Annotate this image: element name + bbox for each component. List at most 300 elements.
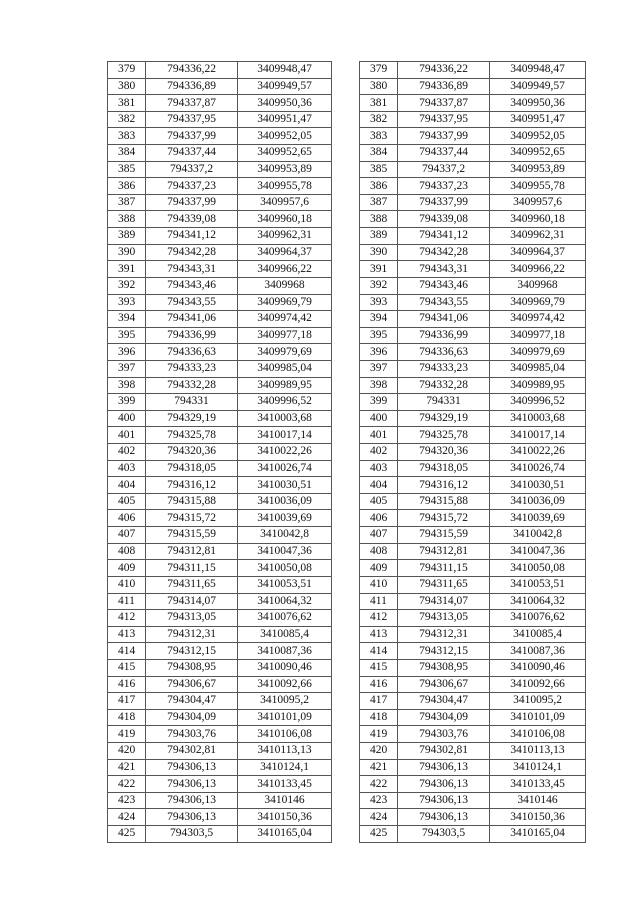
x-coordinate-cell: 794315,72 [146,510,238,527]
y-coordinate-cell: 3409953,89 [238,161,332,178]
point-number-cell: 422 [360,776,398,793]
table-row [360,95,586,112]
x-coordinate-cell: 794333,23 [146,360,238,377]
table-row [108,759,332,776]
point-number-cell: 425 [108,826,146,843]
point-number-cell: 420 [108,742,146,759]
table-row [360,610,586,627]
x-coordinate-cell: 794341,06 [146,311,238,328]
point-number-cell: 413 [108,626,146,643]
x-coordinate-cell: 794302,81 [146,742,238,759]
y-coordinate-cell: 3409977,18 [238,327,332,344]
table-row [360,742,586,759]
y-coordinate-cell: 3410165,04 [490,826,586,843]
x-coordinate-cell: 794336,89 [398,78,490,95]
y-coordinate-cell: 3409952,05 [238,128,332,145]
y-coordinate-cell: 3409979,69 [490,344,586,361]
table-row [360,659,586,676]
x-coordinate-cell: 794303,5 [146,826,238,843]
point-number-cell: 419 [360,726,398,743]
x-coordinate-cell: 794343,31 [398,261,490,278]
coordinates-table-right [359,61,586,843]
table-row [108,826,332,843]
x-coordinate-cell: 794333,23 [398,360,490,377]
table-row [360,576,586,593]
point-number-cell: 415 [360,659,398,676]
y-coordinate-cell: 3409962,31 [238,228,332,245]
y-coordinate-cell: 3409989,95 [238,377,332,394]
table-row [360,792,586,809]
x-coordinate-cell: 794304,09 [146,709,238,726]
x-coordinate-cell: 794337,2 [146,161,238,178]
point-number-cell: 396 [108,344,146,361]
table-row [360,344,586,361]
table-row [360,510,586,527]
point-number-cell: 400 [108,410,146,427]
y-coordinate-cell: 3409968 [238,277,332,294]
point-number-cell: 387 [360,194,398,211]
x-coordinate-cell: 794343,46 [146,277,238,294]
point-number-cell: 415 [108,659,146,676]
point-number-cell: 400 [360,410,398,427]
table-row [108,610,332,627]
table-row [108,377,332,394]
point-number-cell: 389 [108,228,146,245]
x-coordinate-cell: 794329,19 [146,410,238,427]
y-coordinate-cell: 3410092,66 [238,676,332,693]
y-coordinate-cell: 3409950,36 [490,95,586,112]
table-row [360,294,586,311]
table-row [360,444,586,461]
y-coordinate-cell: 3410030,51 [490,477,586,494]
x-coordinate-cell: 794336,63 [398,344,490,361]
x-coordinate-cell: 794337,44 [398,145,490,162]
y-coordinate-cell: 3409950,36 [238,95,332,112]
y-coordinate-cell: 3409979,69 [238,344,332,361]
y-coordinate-cell: 3410003,68 [490,410,586,427]
x-coordinate-cell: 794308,95 [146,659,238,676]
point-number-cell: 416 [360,676,398,693]
point-number-cell: 395 [108,327,146,344]
x-coordinate-cell: 794306,13 [398,759,490,776]
x-coordinate-cell: 794336,89 [146,78,238,95]
x-coordinate-cell: 794315,59 [146,527,238,544]
x-coordinate-cell: 794306,13 [398,792,490,809]
y-coordinate-cell: 3409948,47 [238,62,332,79]
table-row [108,311,332,328]
table-row [108,178,332,195]
table-row [108,460,332,477]
point-number-cell: 399 [360,394,398,411]
y-coordinate-cell: 3409974,42 [490,311,586,328]
x-coordinate-cell: 794313,05 [146,610,238,627]
point-number-cell: 393 [360,294,398,311]
x-coordinate-cell: 794331 [146,394,238,411]
y-coordinate-cell: 3409952,05 [490,128,586,145]
point-number-cell: 385 [360,161,398,178]
x-coordinate-cell: 794312,15 [146,643,238,660]
table-row [108,626,332,643]
y-coordinate-cell: 3409985,04 [490,360,586,377]
y-coordinate-cell: 3410146 [490,792,586,809]
point-number-cell: 412 [108,610,146,627]
point-number-cell: 410 [360,576,398,593]
point-number-cell: 407 [108,527,146,544]
table-row [108,776,332,793]
x-coordinate-cell: 794320,36 [398,444,490,461]
x-coordinate-cell: 794315,59 [398,527,490,544]
point-number-cell: 380 [108,78,146,95]
y-coordinate-cell: 3409951,47 [238,111,332,128]
point-number-cell: 417 [108,693,146,710]
x-coordinate-cell: 794339,08 [146,211,238,228]
point-number-cell: 397 [108,360,146,377]
x-coordinate-cell: 794303,5 [398,826,490,843]
y-coordinate-cell: 3409977,18 [490,327,586,344]
x-coordinate-cell: 794325,78 [146,427,238,444]
point-number-cell: 401 [108,427,146,444]
table-row [360,759,586,776]
table-row [108,659,332,676]
x-coordinate-cell: 794336,99 [146,327,238,344]
point-number-cell: 418 [108,709,146,726]
point-number-cell: 401 [360,427,398,444]
y-coordinate-cell: 3410036,09 [238,493,332,510]
y-coordinate-cell: 3410022,26 [238,444,332,461]
y-coordinate-cell: 3410133,45 [490,776,586,793]
point-number-cell: 399 [108,394,146,411]
table-row [360,178,586,195]
coordinates-table-left-body [108,62,332,843]
table-row [108,477,332,494]
table-row [108,228,332,245]
y-coordinate-cell: 3410076,62 [490,610,586,627]
y-coordinate-cell: 3409949,57 [238,78,332,95]
y-coordinate-cell: 3410087,36 [238,643,332,660]
x-coordinate-cell: 794337,99 [398,194,490,211]
point-number-cell: 384 [360,145,398,162]
table-row [108,78,332,95]
y-coordinate-cell: 3410124,1 [238,759,332,776]
point-number-cell: 405 [360,493,398,510]
x-coordinate-cell: 794315,72 [398,510,490,527]
point-number-cell: 390 [108,244,146,261]
table-row [360,676,586,693]
point-number-cell: 416 [108,676,146,693]
y-coordinate-cell: 3410113,13 [238,742,332,759]
y-coordinate-cell: 3410036,09 [490,493,586,510]
table-row [108,643,332,660]
table-row [360,626,586,643]
point-number-cell: 407 [360,527,398,544]
x-coordinate-cell: 794341,12 [398,228,490,245]
y-coordinate-cell: 3410095,2 [238,693,332,710]
point-number-cell: 381 [360,95,398,112]
point-number-cell: 418 [360,709,398,726]
point-number-cell: 394 [108,311,146,328]
table-row [360,460,586,477]
x-coordinate-cell: 794336,22 [398,62,490,79]
point-number-cell: 411 [108,593,146,610]
x-coordinate-cell: 794336,63 [146,344,238,361]
y-coordinate-cell: 3410101,09 [490,709,586,726]
point-number-cell: 419 [108,726,146,743]
table-row [360,776,586,793]
point-number-cell: 417 [360,693,398,710]
y-coordinate-cell: 3410090,46 [490,659,586,676]
x-coordinate-cell: 794311,15 [146,560,238,577]
x-coordinate-cell: 794304,47 [398,693,490,710]
y-coordinate-cell: 3409960,18 [490,211,586,228]
y-coordinate-cell: 3409969,79 [490,294,586,311]
table-row [360,128,586,145]
y-coordinate-cell: 3410106,08 [238,726,332,743]
point-number-cell: 379 [108,62,146,79]
x-coordinate-cell: 794337,2 [398,161,490,178]
y-coordinate-cell: 3410087,36 [490,643,586,660]
x-coordinate-cell: 794337,99 [146,194,238,211]
table-row [108,427,332,444]
point-number-cell: 403 [360,460,398,477]
x-coordinate-cell: 794314,07 [146,593,238,610]
table-row [108,145,332,162]
point-number-cell: 414 [360,643,398,660]
table-row [360,693,586,710]
x-coordinate-cell: 794312,81 [398,543,490,560]
table-row [360,211,586,228]
x-coordinate-cell: 794332,28 [146,377,238,394]
point-number-cell: 386 [360,178,398,195]
x-coordinate-cell: 794336,22 [146,62,238,79]
y-coordinate-cell: 3409951,47 [490,111,586,128]
point-number-cell: 424 [360,809,398,826]
point-number-cell: 393 [108,294,146,311]
table-row [360,726,586,743]
table-row [108,394,332,411]
x-coordinate-cell: 794315,88 [146,493,238,510]
y-coordinate-cell: 3410090,46 [238,659,332,676]
point-number-cell: 397 [360,360,398,377]
table-row [108,560,332,577]
point-number-cell: 398 [360,377,398,394]
y-coordinate-cell: 3409968 [490,277,586,294]
table-row [108,261,332,278]
y-coordinate-cell: 3410124,1 [490,759,586,776]
x-coordinate-cell: 794337,99 [398,128,490,145]
point-number-cell: 398 [108,377,146,394]
table-row [360,62,586,79]
x-coordinate-cell: 794342,28 [398,244,490,261]
table-row [108,344,332,361]
point-number-cell: 424 [108,809,146,826]
x-coordinate-cell: 794306,13 [146,759,238,776]
y-coordinate-cell: 3409949,57 [490,78,586,95]
table-row [108,792,332,809]
y-coordinate-cell: 3410064,32 [490,593,586,610]
x-coordinate-cell: 794312,15 [398,643,490,660]
y-coordinate-cell: 3409974,42 [238,311,332,328]
x-coordinate-cell: 794339,08 [398,211,490,228]
table-row [108,161,332,178]
x-coordinate-cell: 794304,09 [398,709,490,726]
table-row [108,327,332,344]
table-row [360,111,586,128]
x-coordinate-cell: 794302,81 [398,742,490,759]
table-row [108,62,332,79]
table-row [360,228,586,245]
y-coordinate-cell: 3410003,68 [238,410,332,427]
table-row [108,709,332,726]
coordinates-table-right-body [360,62,586,843]
y-coordinate-cell: 3409989,95 [490,377,586,394]
y-coordinate-cell: 3410053,51 [238,576,332,593]
y-coordinate-cell: 3409957,6 [490,194,586,211]
x-coordinate-cell: 794337,87 [398,95,490,112]
y-coordinate-cell: 3410030,51 [238,477,332,494]
table-row [360,394,586,411]
x-coordinate-cell: 794311,15 [398,560,490,577]
point-number-cell: 422 [108,776,146,793]
x-coordinate-cell: 794318,05 [146,460,238,477]
x-coordinate-cell: 794329,19 [398,410,490,427]
table-row [108,676,332,693]
x-coordinate-cell: 794341,06 [398,311,490,328]
x-coordinate-cell: 794332,28 [398,377,490,394]
table-row [360,244,586,261]
y-coordinate-cell: 3409985,04 [238,360,332,377]
y-coordinate-cell: 3410022,26 [490,444,586,461]
x-coordinate-cell: 794311,65 [146,576,238,593]
x-coordinate-cell: 794312,81 [146,543,238,560]
table-row [108,576,332,593]
x-coordinate-cell: 794337,23 [398,178,490,195]
x-coordinate-cell: 794325,78 [398,427,490,444]
x-coordinate-cell: 794331 [398,394,490,411]
table-row [360,543,586,560]
x-coordinate-cell: 794336,99 [398,327,490,344]
table-row [360,311,586,328]
point-number-cell: 425 [360,826,398,843]
table-row [360,194,586,211]
table-row [108,410,332,427]
x-coordinate-cell: 794316,12 [398,477,490,494]
x-coordinate-cell: 794311,65 [398,576,490,593]
x-coordinate-cell: 794337,95 [146,111,238,128]
point-number-cell: 387 [108,194,146,211]
table-row [108,194,332,211]
y-coordinate-cell: 3409955,78 [238,178,332,195]
table-row [108,128,332,145]
table-row [108,726,332,743]
point-number-cell: 386 [108,178,146,195]
y-coordinate-cell: 3409962,31 [490,228,586,245]
point-number-cell: 391 [360,261,398,278]
table-row [360,709,586,726]
point-number-cell: 392 [360,277,398,294]
y-coordinate-cell: 3410165,04 [238,826,332,843]
point-number-cell: 382 [108,111,146,128]
x-coordinate-cell: 794306,13 [146,809,238,826]
table-row [360,427,586,444]
table-row [360,477,586,494]
x-coordinate-cell: 794343,55 [146,294,238,311]
x-coordinate-cell: 794303,76 [398,726,490,743]
y-coordinate-cell: 3410150,36 [238,809,332,826]
table-row [108,527,332,544]
point-number-cell: 411 [360,593,398,610]
table-row [108,809,332,826]
point-number-cell: 392 [108,277,146,294]
y-coordinate-cell: 3410039,69 [490,510,586,527]
y-coordinate-cell: 3410050,08 [238,560,332,577]
x-coordinate-cell: 794304,47 [146,693,238,710]
x-coordinate-cell: 794306,13 [146,792,238,809]
y-coordinate-cell: 3410047,36 [238,543,332,560]
x-coordinate-cell: 794343,55 [398,294,490,311]
x-coordinate-cell: 794306,13 [398,809,490,826]
x-coordinate-cell: 794314,07 [398,593,490,610]
table-row [108,294,332,311]
table-row [360,277,586,294]
point-number-cell: 395 [360,327,398,344]
coordinates-table-left [107,61,332,843]
table-row [360,593,586,610]
point-number-cell: 408 [108,543,146,560]
point-number-cell: 383 [108,128,146,145]
table-row [108,211,332,228]
y-coordinate-cell: 3410101,09 [238,709,332,726]
y-coordinate-cell: 3409955,78 [490,178,586,195]
point-number-cell: 391 [108,261,146,278]
point-number-cell: 420 [360,742,398,759]
y-coordinate-cell: 3410092,66 [490,676,586,693]
point-number-cell: 423 [108,792,146,809]
point-number-cell: 396 [360,344,398,361]
point-number-cell: 423 [360,792,398,809]
y-coordinate-cell: 3409953,89 [490,161,586,178]
y-coordinate-cell: 3410085,4 [238,626,332,643]
table-row [360,493,586,510]
table-row [360,527,586,544]
y-coordinate-cell: 3409969,79 [238,294,332,311]
table-row [108,543,332,560]
point-number-cell: 382 [360,111,398,128]
table-row [360,161,586,178]
table-row [108,244,332,261]
y-coordinate-cell: 3410076,62 [238,610,332,627]
y-coordinate-cell: 3410026,74 [490,460,586,477]
point-number-cell: 404 [360,477,398,494]
y-coordinate-cell: 3410085,4 [490,626,586,643]
y-coordinate-cell: 3409964,37 [490,244,586,261]
table-row [360,377,586,394]
x-coordinate-cell: 794343,46 [398,277,490,294]
x-coordinate-cell: 794308,95 [398,659,490,676]
x-coordinate-cell: 794337,44 [146,145,238,162]
y-coordinate-cell: 3410053,51 [490,576,586,593]
y-coordinate-cell: 3409996,52 [490,394,586,411]
point-number-cell: 394 [360,311,398,328]
y-coordinate-cell: 3410150,36 [490,809,586,826]
point-number-cell: 385 [108,161,146,178]
table-row [360,145,586,162]
x-coordinate-cell: 794303,76 [146,726,238,743]
y-coordinate-cell: 3410106,08 [490,726,586,743]
y-coordinate-cell: 3410039,69 [238,510,332,527]
table-row [108,444,332,461]
x-coordinate-cell: 794337,95 [398,111,490,128]
y-coordinate-cell: 3410113,13 [490,742,586,759]
